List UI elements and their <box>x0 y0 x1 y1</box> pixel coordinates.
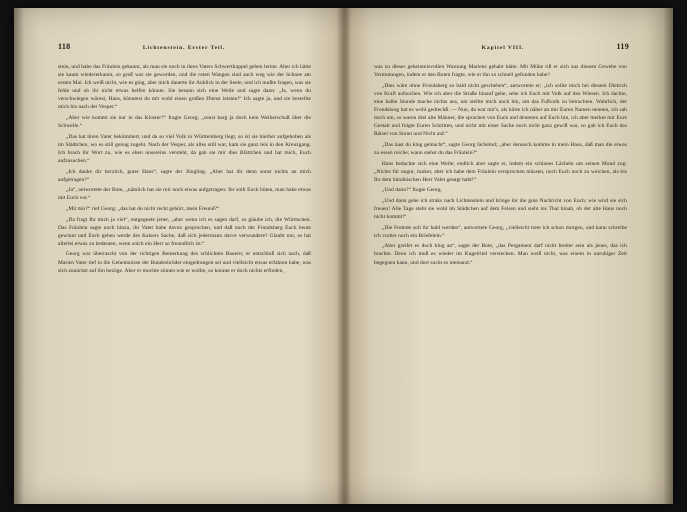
paragraph: „Die Fremde soll ihr bald werden“, antwortete Georg, „vielleicht trete ich schon morgen, und kann schreibe ich vorher noch ein Briefelein.“ <box>373 224 627 239</box>
open-book <box>14 8 673 504</box>
paragraph: Georg war überrascht von der richtigen Bemerkung des schlichten Bauern; er entschloß sich auch, daß Marien Vater tief in die Geheimnisse der Bundesbrüder eingedrungen sei und vielleicht etwas erfahren habe, was sich zunächst auf ihn bezöge. Aber er mochte sinnen wie er wollte, so konnte er doch nichts erfinden, <box>58 251 311 274</box>
paragraph: „Dies wäre ohne Frondsberg so bald nicht geschehen“, antwortete er; „ich sollte mich bei diesem Dietrich von Kraft aufsuchen. Wie ich aber die Straße hinauf gehe, sehe ich Euch mit Volk auf den Wiesen. Ich dachte, eine halbe Stunde mache nichts aus, um stellte mich auch hin, um das Fußvolk zu betrachten. Wahrlich, der Frondsberg hat es wohl gedrechß. — Nun, da war mir's, als hörte ich näher an mir Euren Namen nennen, ich sah mich um, so waren drei alte Männer, die sprachen von Euch und deuteten auf Euch hin, ich aber merkte mir Eure Gestalt und folgte Euren Schritten, und nicht mit einer Sache noch nicht ganz gewiß war, so gab ich Euch das Rätsel von Stunn und Nicht auf.“ <box>373 82 627 138</box>
page-body-left <box>58 63 311 275</box>
paragraph: „Und dann?“ fragte Georg. <box>381 187 442 194</box>
page-right <box>344 8 674 504</box>
paragraph: „Und dann gehe ich straks nach Lichtenstein und bringe ihr die gute Nachricht von Euch; wie wird sie sich freuen! Alle Tage steht sie wohl im Städtchen auf dem Felsen und sieht ins Thal hinab, ob der alte Hans noch nicht kommt!“ <box>373 197 627 221</box>
folio-number-right: 119 <box>616 42 629 51</box>
paragraph: „Ja“, antwortete der Bote, „nämlich hat sie mir noch etwas aufgetragen: Ihr sollt Euch hüten, man habe etwas mit Euch vor.“ <box>58 187 311 202</box>
page-header-left <box>58 42 314 52</box>
paragraph: „Ich danke dir herzlich, guter Hans“, sagte der Jüngling. „Aber hat dir denn sonst nichts an mich aufgetragen?“ <box>58 168 311 183</box>
running-head-right: Kapitel VIII. <box>481 45 525 51</box>
page-left <box>14 8 344 504</box>
page-body-right <box>374 63 627 267</box>
folio-number-left: 118 <box>58 42 71 51</box>
paragraph: „Aber wie kommt sie nur in das Kloster?“ fragte Georg; „sonst barg ja doch kein Weiberschuß über die Schwelle.“ <box>58 115 311 130</box>
page-header-right <box>374 42 630 52</box>
paragraph: „Mit mir?“ rief Georg; „das hat du nicht recht gehört, mein Freund?“ <box>65 206 220 212</box>
paragraph: „Aber greifet es doch klug an“, sagte der Bote, „das Pergament darf nicht breiter sein als jenes, das ich brachte. Denn ich muß es wieder im Kugelritel verstecken. Man weiß nicht, was einem in unruhiger Zeit begegnen kann, und dort sucht es niemand.“ <box>373 243 627 266</box>
running-head-left: Lichtenstein. Erster Teil. <box>142 45 226 51</box>
paragraph: „Da fragt Ihr mich ja viel“, entgegnete jener, „aber wenn ich es sagen darf, so glaube ich, die Württschen. Das Fräulein sagte noch hinzu, ihr Vater habe davon gesprochen, und daß noch der Frondsberg Euch heute gewinnt und Euch geben werde des Kaisers Sache, daß sich jedermann davor verwundere? Glaubt nur, es hat allerlei etwas zu bedeuten, wenn solch ein Herr so freundlich ist.“ <box>58 216 311 247</box>
paragraph: stein, und habe das Fräulein gekannt, als man sie noch in ihres Vaters Schwertkuppel gehen lernte. Aber ich hätte sie kaum wiedererkannt, so groß war sie geworden, und die roten Wangen sind auch weg wie der Schnee am ersten Mai. Ich weiß nicht, wie es ging, aber mich dauerte ihr Anblick in der Seele, und ich mußte fragen, was sie fehle und ob ihr nicht etwas helfen könnte. Sie besann sich eine Weile und sagte dann: „Ja, wenn du verschwiegen wärest, Hans, könntest du mir wohl einen großen Dienst leisten!“ Ich sagte ja, und sie bestellte mich bis nach der Vesper.“ <box>58 64 311 111</box>
paragraph: Hans bedachte sich eine Weile; endlich aber sagte er, indem ein schlaues Lächeln um seinen Mund zog: „Nichts für ungut, Junker, aber ich habe dem Fräulein versprochen müssen, noch Euch noch zu weichen, als bis Ihr dem bündnischen Herr Valet gesagt habt!“ <box>373 160 627 183</box>
paragraph: was zu dieser geheimnisvollen Warnung Mariens gehabt hätte. Mit Mühe riß er sich aus diesem Gewebe von Vermutungen, indem er den Boten fragte, wie er ihn so schnell gefunden habe? <box>373 64 627 79</box>
paragraph: „Das hat ihren Vater bekümmert, und da so viel Volk in Württemberg liegt, so ist sie hierher aufgehoben als im Städtchen, wo es still genug zugeht. Nach der Vesper, als alles still war, kam sie ganz leis in den Kreuzgang. Ich brach ihr Wort zu, wie es eben unsereins versteht, da gab sie mir dies Blättchen und bat mich, Euch aufzusuchen.“ <box>58 133 311 165</box>
paragraph: „Das hast du klug gemacht“, sagte Georg lächelnd; „aber dennoch komme in mein Haus, daß man die etwas zu essen reiche; wann siehst du das Fräulein?“ <box>373 141 627 156</box>
